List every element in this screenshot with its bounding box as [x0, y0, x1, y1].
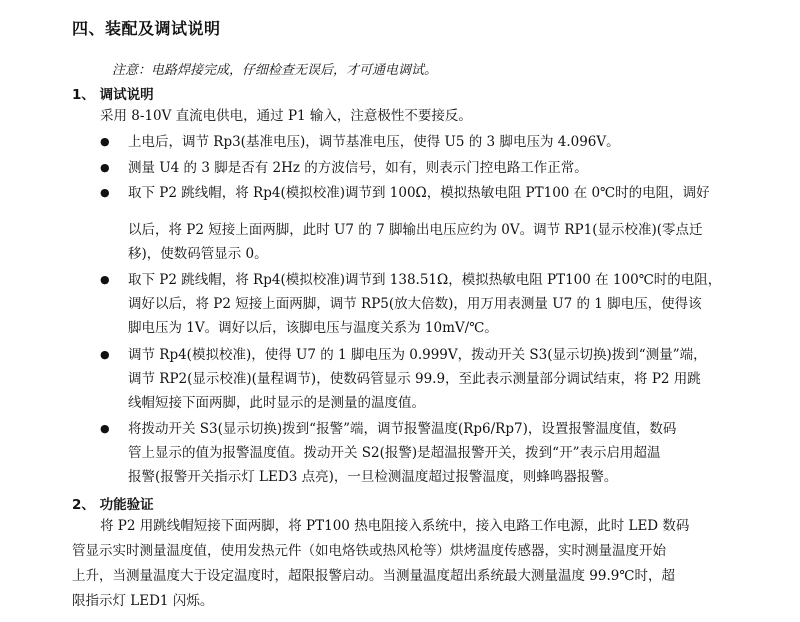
bullet-4-line-3: 脚电压为 1V。调好以后，该脚电压与温度关系为 10mV/℃。 [128, 320, 498, 336]
bullet-5-line-1: 调节 Rp4(模拟校准)，使得 U7 的 1 脚电压为 0.999V，拨动开关 S3(显示切换)拨到“测量”端， [128, 347, 707, 363]
section-heading: 四、装配及调试说明 [72, 19, 221, 38]
bullet-2-line-1: 测量 U4 的 3 脚是否有 2Hz 的方波信号，如有，则表示门控电路工作正常。 [128, 160, 588, 176]
bullet-dot: ● [100, 161, 110, 174]
bullet-5-line-2: 调节 RP2(显示校准)(量程调节)，使数码管显示 99.9，至此表示测量部分调试结束，将 P2 用跳 [128, 371, 701, 387]
bullet-3-line-2: 以后，将 P2 短接上面两脚，此时 U7 的 7 脚输出电压应约为 0V。调节 RP1(显示校准)(零点迁 [128, 222, 703, 238]
bullet-dot: ● [100, 135, 110, 148]
bullet-1-line-1: 上电后，调节 Rp3(基准电压)，调节基准电压，使得 U5 的 3 脚电压为 4.096V。 [128, 134, 620, 150]
verify-line-1: 将 P2 用跳线帽短接下面两脚，将 PT100 热电阻接入系统中，接入电路工作电源，此时 LED 数码 [100, 518, 690, 534]
bullet-3-line-1: 取下 P2 跳线帽，将 Rp4(模拟校准)调节到 100Ω，模拟热敏电阻 PT100 在 0℃时的电阻，调好 [128, 185, 710, 201]
warning-note: 注意：电路焊接完成，仔细检查无误后，才可通电调试。 [112, 63, 438, 78]
debug-section-title: 1、 调试说明 [72, 87, 154, 103]
verify-section-title: 2、 功能验证 [72, 497, 154, 513]
verify-line-4: 限指示灯 LED1 闪烁。 [72, 593, 214, 609]
bullet-dot: ● [100, 422, 110, 435]
bullet-dot: ● [100, 348, 110, 361]
verify-line-2: 管显示实时测量温度值，使用发热元件（如电烙铁或热风枪等）烘烤温度传感器，实时测量温度开始 [72, 543, 666, 559]
bullet-5-line-3: 线帽短接下面两脚，此时显示的是测量的温度值。 [128, 395, 425, 411]
bullet-6-line-3: 报警(报警开关指示灯 LED3 点亮)，一旦检测温度超过报警温度，则蜂鸣器报警。 [128, 469, 618, 485]
bullet-6-line-1: 将拨动开关 S3(显示切换)拨到“报警”端，调节报警温度(Rp6/Rp7)，设置报警温度值，数码 [128, 421, 677, 437]
bullet-dot: ● [100, 186, 110, 199]
verify-line-3: 上升，当测量温度大于设定温度时，超限报警启动。当测量温度超出系统最大测量温度 99.9℃时，超 [72, 568, 675, 584]
power-intro-text: 采用 8-10V 直流电供电，通过 P1 输入，注意极性不要接反。 [100, 108, 472, 124]
bullet-6-line-2: 管上显示的值为报警温度值。拨动开关 S2(报警)是超温报警开关，拨到“开”表示启用超温 [128, 445, 661, 461]
bullet-4-line-2: 调好以后，将 P2 短接上面两脚，调节 RP5(放大倍数)，用万用表测量 U7 的 1 脚电压，使得该 [128, 296, 702, 312]
bullet-4-line-1: 取下 P2 跳线帽，将 Rp4(模拟校准)调节到 138.51Ω，模拟热敏电阻 PT100 在 100℃时的电阻， [128, 272, 722, 288]
bullet-3-line-3: 移)，使数码管显示 0。 [128, 246, 268, 262]
bullet-dot: ● [100, 273, 110, 286]
